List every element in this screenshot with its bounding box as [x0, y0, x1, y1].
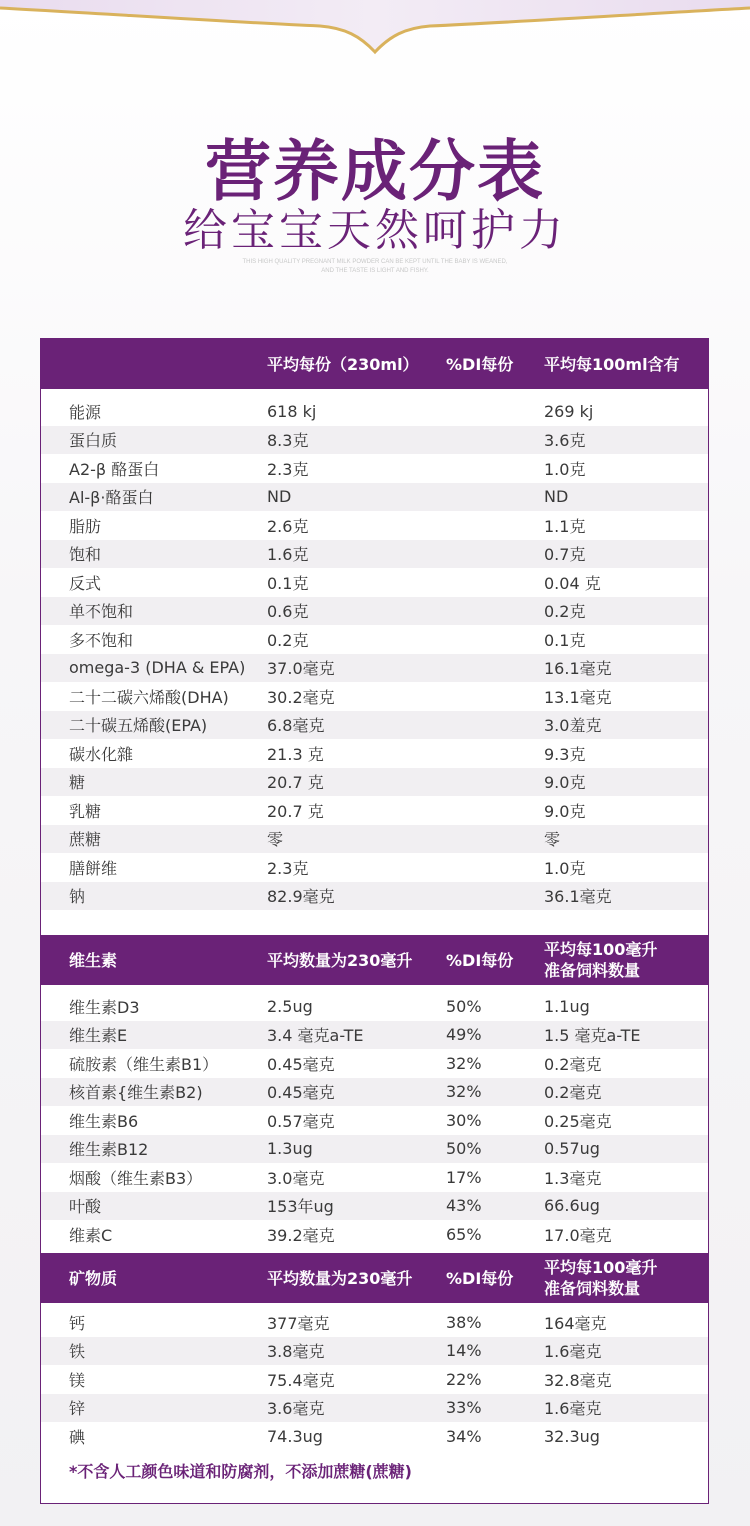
section-header-vitamins [41, 935, 708, 985]
table-row [41, 483, 708, 512]
nutrient-name: 二十碳五烯酸(EPA) [69, 716, 208, 736]
per-serving-value: 82.9毫克 [267, 887, 335, 907]
per-100ml-value: 0.57ug [544, 1139, 600, 1159]
decorative-banner [0, 0, 750, 60]
nutrient-name: 膳餅维 [69, 858, 118, 878]
per-serving-value: 0.45毫克 [267, 1083, 335, 1103]
per-100ml-value: 零 [544, 830, 561, 850]
table-row [41, 1308, 708, 1337]
nutrient-name: 铁 [69, 1342, 86, 1362]
header-col-name: 维生素 [69, 950, 118, 970]
di-value: 65% [446, 1224, 482, 1244]
per-100ml-value: ND [544, 487, 569, 507]
table-row [41, 768, 708, 797]
per-serving-value: 153年ug [267, 1197, 334, 1217]
per-100ml-value: 0.7克 [544, 545, 586, 565]
nutrient-name: 乳糖 [69, 801, 102, 821]
table-row [41, 1135, 708, 1164]
per-100ml-value: 0.25毫克 [544, 1111, 612, 1131]
nutrient-name: 锌 [69, 1399, 86, 1419]
table-row [41, 654, 708, 683]
per-serving-value: 2.5ug [267, 996, 313, 1016]
nutrient-name: 维素C [69, 1225, 113, 1245]
nutrient-name: 镁 [69, 1370, 86, 1390]
table-row [41, 1192, 708, 1221]
per-100ml-value: 3.0羞克 [544, 716, 602, 736]
header-col-per-100ml-line1: 平均每100毫升 [544, 940, 658, 959]
per-serving-value: 0.45毫克 [267, 1054, 335, 1074]
table-row [41, 397, 708, 426]
per-100ml-value: 164毫克 [544, 1313, 607, 1333]
per-100ml-value: 0.2克 [544, 602, 586, 622]
nutrient-name: 能源 [69, 402, 102, 422]
header-col-per-100ml: 平均每100ml含有 [544, 354, 680, 374]
table-row [41, 597, 708, 626]
per-100ml-value: 9.0克 [544, 773, 586, 793]
di-value: 17% [446, 1167, 482, 1187]
di-value: 49% [446, 1025, 482, 1045]
di-value: 34% [446, 1426, 482, 1446]
header-col-per-100ml-line2: 准备饲料数量 [544, 961, 641, 980]
header-col-per-serving: 平均每份（230ml） [267, 354, 419, 374]
nutrient-name: 钙 [69, 1313, 86, 1333]
per-100ml-value: 1.0克 [544, 858, 586, 878]
per-100ml-value: 66.6ug [544, 1196, 600, 1216]
nutrient-name: 核首素{维生素B2) [69, 1083, 203, 1103]
per-serving-value: ND [267, 487, 292, 507]
nutrient-name: 硫胺素（维生素B1） [69, 1054, 219, 1074]
nutrition-table [40, 338, 709, 1504]
table-row [41, 739, 708, 768]
di-value: 50% [446, 996, 482, 1016]
per-100ml-value: 9.0克 [544, 801, 586, 821]
table-row [41, 1078, 708, 1107]
nutrient-name: 碘 [69, 1427, 86, 1447]
per-100ml-value: 13.1毫克 [544, 687, 612, 707]
page-subtitle: 给宝宝天然呵护力 [183, 205, 567, 256]
per-serving-value: 2.3克 [267, 459, 309, 479]
nutrient-name: 糖 [69, 773, 86, 793]
table-row [41, 682, 708, 711]
header-col-di: %DI每份 [446, 950, 514, 970]
nutrient-name: 饱和 [69, 545, 102, 565]
per-100ml-value: 0.04 克 [544, 573, 601, 593]
per-serving-value: 3.6毫克 [267, 1399, 325, 1419]
table-row [41, 825, 708, 854]
per-serving-value: 6.8毫克 [267, 716, 325, 736]
di-value: 32% [446, 1053, 482, 1073]
table-row [41, 1163, 708, 1192]
table-row [41, 1422, 708, 1451]
per-serving-value: 2.6克 [267, 516, 309, 536]
english-caption [0, 258, 750, 276]
per-100ml-value: 17.0毫克 [544, 1225, 612, 1245]
nutrient-name: 维生素B12 [69, 1140, 149, 1160]
table-row [41, 711, 708, 740]
per-serving-value: 20.7 克 [267, 801, 324, 821]
di-value: 30% [446, 1110, 482, 1130]
per-100ml-value: 1.6毫克 [544, 1399, 602, 1419]
nutrient-name: 反式 [69, 573, 102, 593]
nutrient-name: 蛋白质 [69, 431, 118, 451]
header-col-per-100ml [544, 1253, 657, 1303]
di-value: 38% [446, 1312, 482, 1332]
per-100ml-value: 1.5 毫克a-TE [544, 1026, 641, 1046]
per-serving-value: 20.7 克 [267, 773, 324, 793]
header-col-di: %DI每份 [446, 354, 514, 374]
table-row [41, 426, 708, 455]
header-col-name: 矿物质 [69, 1268, 118, 1288]
nutrient-name: 碳水化雜 [69, 744, 134, 764]
per-serving-value: 零 [267, 830, 284, 850]
table-row [41, 1106, 708, 1135]
per-serving-value: 0.6克 [267, 602, 309, 622]
english-caption-line-2: AND THE TASTE IS LIGHT AND FISHY. [321, 268, 429, 274]
nutrient-name: omega-3 (DHA & EPA) [69, 658, 246, 678]
di-value: 32% [446, 1082, 482, 1102]
header-col-per-100ml-line1: 平均每100毫升 [544, 1258, 658, 1277]
table-row [41, 1394, 708, 1423]
per-serving-value: 3.8毫克 [267, 1342, 325, 1362]
per-serving-value: 39.2毫克 [267, 1225, 335, 1245]
per-100ml-value: 1.6毫克 [544, 1342, 602, 1362]
per-serving-value: 75.4毫克 [267, 1370, 335, 1390]
table-row [41, 1337, 708, 1366]
table-row [41, 1365, 708, 1394]
per-100ml-value: 1.1克 [544, 516, 586, 536]
per-100ml-value: 36.1毫克 [544, 887, 612, 907]
di-value: 50% [446, 1139, 482, 1159]
nutrient-name: 维生素E [69, 1026, 128, 1046]
per-100ml-value: 0.1克 [544, 630, 586, 650]
per-100ml-value: 0.2毫克 [544, 1054, 602, 1074]
nutrient-name: 脂肪 [69, 516, 102, 536]
table-row [41, 568, 708, 597]
per-serving-value: 3.4 毫克a-TE [267, 1026, 364, 1046]
per-100ml-value: 32.8毫克 [544, 1370, 612, 1390]
footnote: *不含人工颜色味道和防腐剂，不添加蔗糖(蔗糖) [69, 1462, 412, 1481]
header-col-per-serving: 平均数量为230毫升 [267, 950, 413, 970]
di-value: 14% [446, 1341, 482, 1361]
per-serving-value: 0.57毫克 [267, 1111, 335, 1131]
per-100ml-value: 0.2毫克 [544, 1083, 602, 1103]
header-col-per-serving: 平均数量为230毫升 [267, 1268, 413, 1288]
page-title: 营养成分表 [205, 133, 545, 210]
di-value: 33% [446, 1398, 482, 1418]
per-serving-value: 0.2克 [267, 630, 309, 650]
table-row [41, 625, 708, 654]
per-100ml-value: 3.6克 [544, 431, 586, 451]
nutrient-name: 叶酸 [69, 1197, 102, 1217]
per-100ml-value: 9.3克 [544, 744, 586, 764]
nutrient-name: 蔗糖 [69, 830, 102, 850]
per-100ml-value: 1.0克 [544, 459, 586, 479]
per-serving-value: 8.3克 [267, 431, 309, 451]
table-row [41, 1021, 708, 1050]
header-col-per-100ml-line2: 准备饲料数量 [544, 1279, 641, 1298]
per-serving-value: 3.0毫克 [267, 1168, 325, 1188]
di-value: 22% [446, 1369, 482, 1389]
per-serving-value: 37.0毫克 [267, 659, 335, 679]
header-col-per-100ml [544, 935, 657, 985]
nutrient-name: 单不饱和 [69, 602, 134, 622]
table-row [41, 511, 708, 540]
per-serving-value: 618 kj [267, 401, 317, 421]
per-serving-value: 21.3 克 [267, 744, 324, 764]
table-row [41, 540, 708, 569]
section-header-nutrients [41, 339, 708, 389]
nutrient-name: 维生素B6 [69, 1111, 139, 1131]
nutrient-name: A2-β 酪蛋白 [69, 459, 160, 479]
per-serving-value: 74.3ug [267, 1426, 323, 1446]
per-100ml-value: 16.1毫克 [544, 659, 612, 679]
nutrient-name: 钠 [69, 887, 86, 907]
nutrient-name: 多不饱和 [69, 630, 134, 650]
per-serving-value: 1.6克 [267, 545, 309, 565]
per-100ml-value: 1.3毫克 [544, 1168, 602, 1188]
per-serving-value: 30.2毫克 [267, 687, 335, 707]
per-serving-value: 2.3克 [267, 858, 309, 878]
table-row [41, 1049, 708, 1078]
per-serving-value: 1.3ug [267, 1139, 313, 1159]
english-caption-line-1: THIS HIGH QUALITY PREGNANT MILK POWDER CAN BE KEPT UNTIL THE BABY IS WEANED, [242, 259, 508, 265]
per-100ml-value: 269 kj [544, 401, 594, 421]
table-row [41, 796, 708, 825]
table-row [41, 882, 708, 911]
di-value: 43% [446, 1196, 482, 1216]
per-100ml-value: 32.3ug [544, 1426, 600, 1446]
nutrient-name: 烟酸（维生素B3） [69, 1168, 203, 1188]
nutrient-name: 维生素D3 [69, 997, 140, 1017]
table-row [41, 1220, 708, 1249]
per-100ml-value: 1.1ug [544, 996, 590, 1016]
per-serving-value: 377毫克 [267, 1313, 330, 1333]
section-header-minerals [41, 1253, 708, 1303]
nutrient-name: 二十二碳六烯酸(DHA) [69, 687, 229, 707]
table-row [41, 992, 708, 1021]
table-row [41, 853, 708, 882]
header-col-di: %DI每份 [446, 1268, 514, 1288]
table-row [41, 454, 708, 483]
per-serving-value: 0.1克 [267, 573, 309, 593]
nutrient-name: Al-β·酪蛋白 [69, 488, 154, 508]
